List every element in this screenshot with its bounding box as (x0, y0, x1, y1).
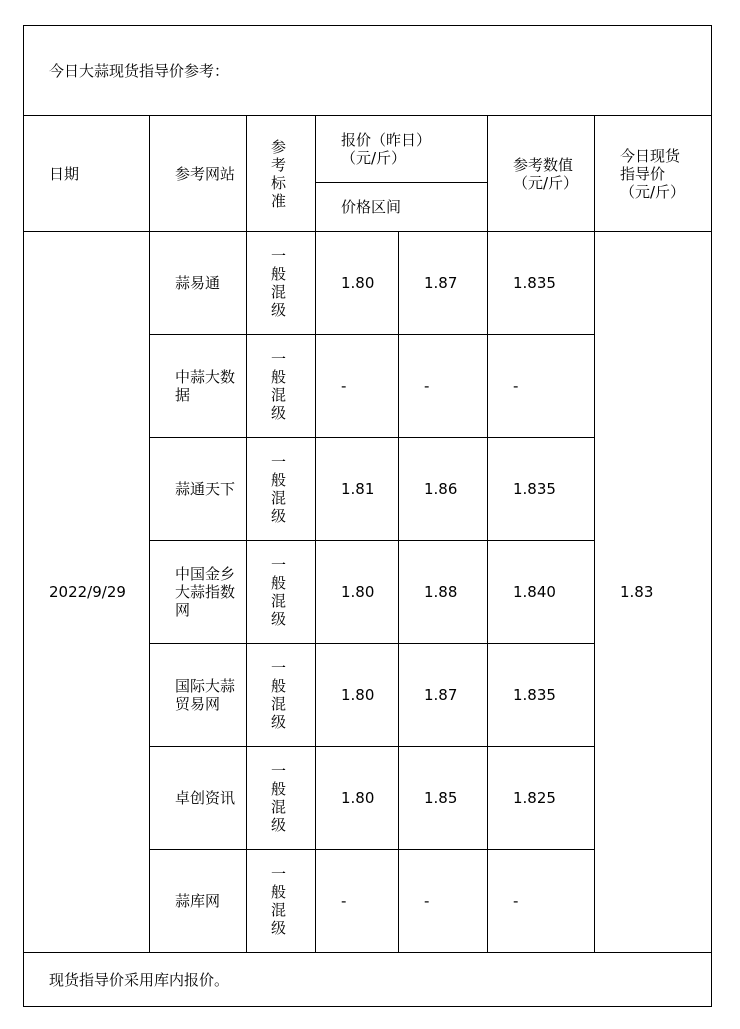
row-site: 中国金乡大蒜指数网 (150, 541, 247, 644)
price-table (23, 25, 712, 1007)
row-standard: 一般混级 (247, 747, 316, 850)
row-ref: - (488, 850, 595, 953)
row-high: 1.86 (399, 438, 488, 541)
row-standard: 一般混级 (247, 232, 316, 335)
header-price-range: 价格区间 (316, 183, 488, 232)
table-title: 今日大蒜现货指导价参考： (24, 26, 712, 116)
row-ref: - (488, 335, 595, 438)
row-high: - (399, 335, 488, 438)
row-standard: 一般混级 (247, 644, 316, 747)
row-site: 国际大蒜贸易网 (150, 644, 247, 747)
row-site: 卓创资讯 (150, 747, 247, 850)
row-low: 1.81 (316, 438, 399, 541)
row-ref: 1.835 (488, 644, 595, 747)
header-guide-price: 今日现货指导价（元/斤） (595, 116, 712, 232)
row-ref: 1.825 (488, 747, 595, 850)
row-low: 1.80 (316, 644, 399, 747)
row-low: 1.80 (316, 541, 399, 644)
row-standard: 一般混级 (247, 335, 316, 438)
row-ref: 1.840 (488, 541, 595, 644)
row-standard: 一般混级 (247, 438, 316, 541)
row-site: 蒜库网 (150, 850, 247, 953)
guide-price-cell: 1.83 (595, 232, 712, 953)
row-standard: 一般混级 (247, 541, 316, 644)
header-yesterday-price: 报价（昨日）（元/斤） (316, 116, 488, 183)
header-date: 日期 (24, 116, 150, 232)
row-high: 1.85 (399, 747, 488, 850)
row-site: 蒜通天下 (150, 438, 247, 541)
row-high: - (399, 850, 488, 953)
row-high: 1.87 (399, 644, 488, 747)
row-standard: 一般混级 (247, 850, 316, 953)
row-site: 蒜易通 (150, 232, 247, 335)
row-ref: 1.835 (488, 232, 595, 335)
date-cell: 2022/9/29 (24, 232, 150, 953)
header-reference-value: 参考数值（元/斤） (488, 116, 595, 232)
header-site: 参考网站 (150, 116, 247, 232)
row-low: 1.80 (316, 747, 399, 850)
row-high: 1.87 (399, 232, 488, 335)
row-low: 1.80 (316, 232, 399, 335)
row-high: 1.88 (399, 541, 488, 644)
row-ref: 1.835 (488, 438, 595, 541)
header-standard: 参考标准 (247, 116, 316, 232)
row-site: 中蒜大数据 (150, 335, 247, 438)
row-low: - (316, 850, 399, 953)
row-low: - (316, 335, 399, 438)
footer-note: 现货指导价采用库内报价。 (24, 953, 712, 1007)
